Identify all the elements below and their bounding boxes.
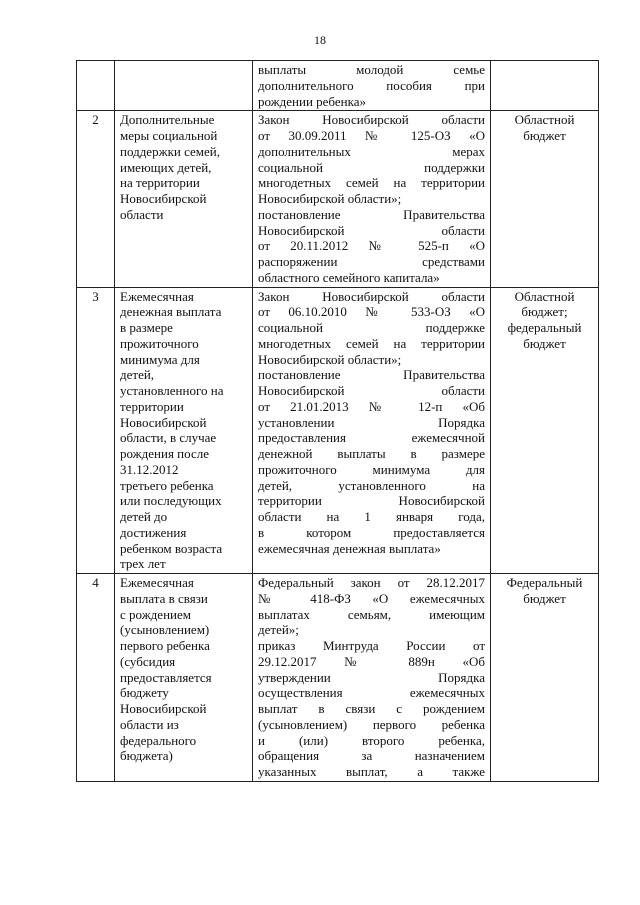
legal-basis-line: выплаты молодой семье bbox=[258, 62, 485, 77]
legal-basis-line: области на 1 января года, bbox=[258, 509, 485, 524]
legal-basis-cell bbox=[253, 111, 491, 287]
legal-basis-line: (усыновлением) первого ребенка bbox=[258, 716, 485, 732]
legal-basis-line: от 30.09.2011 № 125-ОЗ «О bbox=[258, 128, 485, 143]
legal-basis-line: осуществления ежемесячных bbox=[258, 685, 485, 701]
funding-source-cell bbox=[491, 111, 599, 287]
legal-basis-line: территории Новосибирской bbox=[258, 493, 485, 509]
measure-name-line: (субсидия bbox=[120, 653, 176, 669]
funding-source-line: Областной bbox=[514, 288, 575, 304]
measure-name-line: 31.12.2012 bbox=[120, 461, 179, 477]
table-row bbox=[77, 111, 599, 287]
funding-source-cell bbox=[491, 574, 599, 782]
measure-name-line: федерального bbox=[120, 732, 197, 748]
legal-basis-line: прожиточного минимума для bbox=[258, 461, 485, 477]
measure-name-line: прожиточного bbox=[120, 335, 199, 351]
measure-name-line: (усыновлением) bbox=[120, 622, 210, 638]
measure-name-cell bbox=[115, 574, 253, 782]
legal-basis-cell bbox=[253, 574, 491, 782]
row-number-cell: 4 bbox=[77, 574, 115, 782]
row-number-cell: 3 bbox=[77, 287, 115, 574]
legal-basis-line: обращения за назначением bbox=[258, 748, 485, 764]
measure-name-line: первого ребенка bbox=[120, 638, 210, 653]
measure-name-line: Дополнительные bbox=[120, 112, 215, 128]
legal-basis-line: Закон Новосибирской области bbox=[258, 112, 485, 128]
measure-name-line: выплата в связи bbox=[120, 590, 208, 606]
legal-basis-line: приказ Минтруда России от bbox=[258, 638, 485, 653]
measure-name-line: Ежемесячная bbox=[120, 288, 194, 304]
measure-name-line: имеющих детей, bbox=[120, 159, 212, 175]
page-number: 18 bbox=[314, 33, 326, 47]
measure-name-line: достижения bbox=[120, 524, 187, 540]
measure-name-cell bbox=[115, 287, 253, 574]
funding-source-line: Федеральный bbox=[506, 575, 583, 590]
table-row bbox=[77, 574, 599, 782]
legal-basis-line: многодетных семей на территории bbox=[258, 335, 485, 351]
legal-basis-line: социальной поддержки bbox=[258, 159, 485, 175]
measure-name-line: области из bbox=[120, 716, 179, 732]
row-number-cell: 2 bbox=[77, 111, 115, 287]
measure-name-cell bbox=[115, 111, 253, 287]
measure-name-line: трех лет bbox=[120, 556, 166, 572]
legal-basis-line: ежемесячная денежная выплата» bbox=[258, 540, 441, 556]
legal-basis-line: от 20.11.2012 № 525-п «О bbox=[258, 238, 485, 254]
measure-name-line: или последующих bbox=[120, 493, 222, 509]
measure-name-cell bbox=[115, 61, 253, 111]
legal-basis-line: от 06.10.2010 № 533-ОЗ «О bbox=[258, 304, 485, 320]
measure-name-line: Ежемесячная bbox=[120, 575, 194, 590]
legal-basis-cell bbox=[253, 287, 491, 574]
measure-name-line: минимума для bbox=[120, 351, 200, 367]
measure-name-line: в размере bbox=[120, 320, 173, 335]
measure-name-line: с рождением bbox=[120, 606, 191, 622]
measure-name-line: Новосибирской bbox=[120, 701, 207, 716]
measure-name-line: бюджета) bbox=[120, 748, 173, 764]
funding-source-line: бюджет bbox=[523, 128, 566, 143]
legal-basis-line: № 418-ФЗ «О ежемесячных bbox=[258, 590, 485, 606]
legal-basis-line: Новосибирской области bbox=[258, 222, 485, 238]
measure-name-line: Новосибирской bbox=[120, 191, 207, 206]
measure-name-line: детей, bbox=[120, 367, 155, 383]
funding-source-line: бюджет bbox=[523, 335, 566, 351]
measures-table bbox=[76, 60, 599, 782]
legal-basis-line: утверждении Порядка bbox=[258, 669, 485, 685]
legal-basis-line: детей»; bbox=[258, 622, 299, 638]
legal-basis-line: выплатах семьям, имеющим bbox=[258, 606, 485, 622]
measure-name-line: установленного на bbox=[120, 383, 224, 398]
measure-name-line: области bbox=[120, 206, 164, 222]
table-body bbox=[77, 61, 599, 782]
legal-basis-line: распоряжении средствами bbox=[258, 254, 485, 269]
funding-source-line: бюджет bbox=[523, 590, 566, 606]
measure-name-line: предоставляется bbox=[120, 669, 212, 685]
measure-name-line: третьего ребенка bbox=[120, 477, 214, 493]
measure-name-line: бюджету bbox=[120, 685, 169, 701]
legal-basis-line: 29.12.2017 № 889н «Об bbox=[258, 653, 485, 669]
funding-source-cell bbox=[491, 61, 599, 111]
legal-basis-line: от 21.01.2013 № 12-п «Об bbox=[258, 398, 485, 414]
legal-basis-line: указанных выплат, а также bbox=[258, 764, 485, 779]
measure-name-line: поддержки семей, bbox=[120, 143, 220, 159]
measure-name-line: на территории bbox=[120, 175, 200, 191]
legal-basis-line: детей, установленного на bbox=[258, 477, 485, 493]
legal-basis-line: постановление Правительства bbox=[258, 206, 485, 222]
funding-source-line: федеральный bbox=[507, 320, 582, 335]
measure-name-line: ребенком возраста bbox=[120, 540, 223, 556]
legal-basis-line: социальной поддержке bbox=[258, 320, 485, 335]
measure-name-line: детей до bbox=[120, 509, 168, 524]
legal-basis-line: предоставления ежемесячной bbox=[258, 430, 485, 446]
measure-name-line: денежная выплата bbox=[120, 304, 222, 320]
legal-basis-line: денежной выплаты в размере bbox=[258, 446, 485, 461]
legal-basis-line: постановление Правительства bbox=[258, 367, 485, 383]
legal-basis-line: дополнительного пособия при bbox=[258, 77, 485, 93]
funding-source-cell bbox=[491, 287, 599, 574]
legal-basis-line: в котором предоставляется bbox=[258, 524, 485, 540]
legal-basis-line: Новосибирской области bbox=[258, 383, 485, 398]
legal-basis-cell bbox=[253, 61, 491, 111]
legal-basis-line: многодетных семей на территории bbox=[258, 175, 485, 191]
measure-name-line: территории bbox=[120, 398, 184, 414]
measure-name-line: меры социальной bbox=[120, 128, 218, 143]
legal-basis-line: Закон Новосибирской области bbox=[258, 288, 485, 304]
legal-basis-line: и (или) второго ребенка, bbox=[258, 732, 485, 748]
row-number-cell bbox=[77, 61, 115, 111]
funding-source-line: Областной bbox=[514, 112, 575, 128]
legal-basis-line: областного семейного капитала» bbox=[258, 269, 440, 285]
table-row bbox=[77, 287, 599, 574]
measure-name-line: рождения после bbox=[120, 446, 209, 461]
legal-basis-line: выплат в связи с рождением bbox=[258, 701, 485, 716]
legal-basis-line: установлении Порядка bbox=[258, 414, 485, 430]
legal-basis-line: рождении ребенка» bbox=[258, 93, 366, 109]
legal-basis-line: Новосибирской области»; bbox=[258, 351, 402, 367]
legal-basis-line: Федеральный закон от 28.12.2017 bbox=[258, 575, 485, 590]
table-row bbox=[77, 61, 599, 111]
legal-basis-line: Новосибирской области»; bbox=[258, 191, 402, 206]
measure-name-line: Новосибирской bbox=[120, 414, 207, 430]
funding-source-line: бюджет; bbox=[521, 304, 568, 320]
legal-basis-line: дополнительных мерах bbox=[258, 143, 485, 159]
measure-name-line: области, в случае bbox=[120, 430, 217, 446]
